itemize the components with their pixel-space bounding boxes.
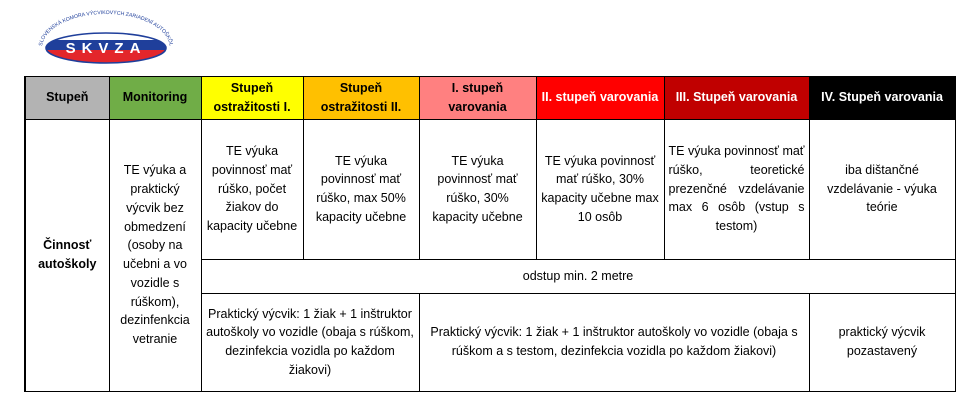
header-stupen: Stupeň	[25, 77, 109, 120]
cell-prakticky-a: Praktický výcvik: 1 žiak + 1 inštruktor autoškoly vo vozidle (obaja s rúškom, dezinfekcia vozidla po každom žiakovi)	[201, 293, 419, 391]
teoria-row	[25, 119, 955, 259]
cell-varovania-4: iba dištančné vzdelávanie - výuka teórie	[809, 119, 955, 259]
header-varovania-1: I. stupeň varovania	[419, 77, 536, 120]
skvza-logo	[30, 10, 182, 66]
header-row	[25, 77, 955, 120]
cell-varovania-1: TE výuka povinnosť mať rúško, 30% kapacity učebne	[419, 119, 536, 259]
header-ostrazitosti-1: Stupeň ostražitosti I.	[201, 77, 303, 120]
header-ostrazitosti-2: Stupeň ostražitosti II.	[303, 77, 419, 120]
cell-varovania-3: TE výuka povinnosť mať rúško, teoretické prezenčné vzdelávanie max 6 osôb (vstup s testom)	[664, 119, 809, 259]
cell-prakticky-c: praktický výcvik pozastavený	[809, 293, 955, 391]
cell-odstup: odstup min. 2 metre	[201, 259, 955, 293]
cell-prakticky-b: Praktický výcvik: 1 žiak + 1 inštruktor autoškoly vo vozidle (obaja s rúškom a s testom, dezinfekcia vozidla po každom žiakovi)	[419, 293, 809, 391]
row-label-cinnost: Činnosť autoškoly	[25, 119, 109, 391]
logo-arc-text: SLOVENSKÁ KOMORA VÝCVIKOVÝCH ZARIADENÍ AUTOŠKÔL	[38, 10, 174, 47]
logo-letters: SKVZA	[65, 40, 147, 57]
cell-ostrazitosti-1: TE výuka povinnosť mať rúško, počet žiakov do kapacity učebne	[201, 119, 303, 259]
cell-monitoring: TE výuka a praktický výcvik bez obmedzení (osoby na učebni a vo vozidle s rúškom), dezinfenkcia vetranie	[109, 119, 201, 391]
cell-varovania-2: TE výuka povinnosť mať rúško, 30% kapacity učebne max 10 osôb	[536, 119, 664, 259]
header-monitoring: Monitoring	[109, 77, 201, 120]
header-varovania-3: III. Stupeň varovania	[664, 77, 809, 120]
header-varovania-2: II. stupeň varovania	[536, 77, 664, 120]
cell-ostrazitosti-2: TE výuka povinnosť mať rúško, max 50% kapacity učebne	[303, 119, 419, 259]
header-varovania-4: IV. Stupeň varovania	[809, 77, 955, 120]
alert-levels-table	[24, 76, 956, 392]
